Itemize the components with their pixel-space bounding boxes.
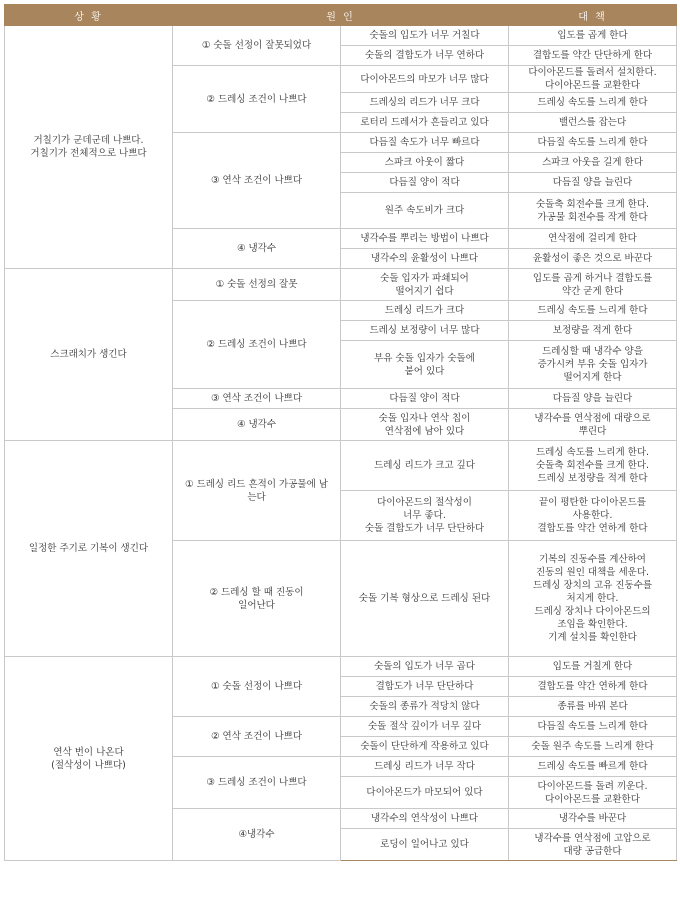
cause-cell: ① 드레싱 리드 흔적이 가공물에 남 는다 [173, 441, 341, 541]
table-row [5, 26, 677, 46]
remedy-cell: 기복의 진동수를 계산하여 진동의 원인 대책을 세운다. 드레싱 장치의 고유 진동수를 처지게 한다. 드레싱 장치나 다이아몬드의 조임을 확인한다. 기계 설치를 확인한다 [509, 541, 677, 657]
detail-cell: 부유 숫돌 입자가 숫돌에 붙어 있다 [341, 341, 509, 389]
detail-cell: 다듬질 속도가 너무 빠르다 [341, 133, 509, 153]
remedy-cell: 냉각수를 바꾼다 [509, 809, 677, 829]
detail-cell: 로터리 드레서가 흔들리고 있다 [341, 113, 509, 133]
remedy-cell: 다듬질 양을 늘린다 [509, 173, 677, 193]
detail-cell: 다듬질 양이 적다 [341, 173, 509, 193]
remedy-cell: 결합도를 약간 연하게 한다 [509, 677, 677, 697]
situation-cell: 스크래치가 생긴다 [5, 269, 173, 441]
detail-cell: 드레싱 리드가 너무 작다 [341, 757, 509, 777]
remedy-cell: 드레싱할 때 냉각수 양을 증가시켜 부유 숫돌 입자가 떨어지게 한다 [509, 341, 677, 389]
detail-cell: 다듬질 양이 적다 [341, 389, 509, 409]
table-row [5, 441, 677, 491]
remedy-cell: 연삭점에 걸리게 한다 [509, 229, 677, 249]
table-body [5, 26, 677, 861]
detail-cell: 로딩이 일어나고 있다 [341, 829, 509, 861]
situation-cell: 거칠기가 군데군데 나쁘다. 거칠기가 전체적으로 나쁘다 [5, 26, 173, 269]
situation-cell: 연삭 번이 나온다 (절삭성이 나쁘다) [5, 657, 173, 861]
header-situation: 상 황 [5, 5, 173, 26]
remedy-cell: 드레싱 속도를 빠르게 한다 [509, 757, 677, 777]
remedy-cell: 입도를 거칠게 한다 [509, 657, 677, 677]
remedy-cell: 냉각수를 연삭점에 고압으로 대량 공급한다 [509, 829, 677, 861]
remedy-cell: 다듬질 속도를 느리게 한다 [509, 717, 677, 737]
cause-cell: ② 드레싱 조건이 나쁘다 [173, 301, 341, 389]
remedy-cell: 다듬질 속도를 느리게 한다 [509, 133, 677, 153]
detail-cell: 냉각수를 뿌리는 방법이 나쁘다 [341, 229, 509, 249]
remedy-cell: 입도를 곱게 한다 [509, 26, 677, 46]
remedy-cell: 드레싱 속도를 느리게 한다 [509, 93, 677, 113]
detail-cell: 드레싱 리드가 크다 [341, 301, 509, 321]
detail-cell: 냉각수의 연삭성이 나쁘다 [341, 809, 509, 829]
detail-cell: 숫돌 입자가 파쇄되어 떨어지기 쉽다 [341, 269, 509, 301]
cause-cell: ④ 냉각수 [173, 409, 341, 441]
situation-cell: 일정한 주기로 기복이 생긴다 [5, 441, 173, 657]
cause-cell: ② 드레싱 할 때 진동이 일어난다 [173, 541, 341, 657]
cause-cell: ④ 냉각수 [173, 229, 341, 269]
cause-cell: ① 숫돌 선정이 나쁘다 [173, 657, 341, 717]
cause-cell: ① 숫돌 선정이 잘못되었다 [173, 26, 341, 66]
table-row [5, 269, 677, 301]
detail-cell: 드레싱 보정량이 너무 많다 [341, 321, 509, 341]
detail-cell: 다이아몬드의 마모가 너무 많다 [341, 66, 509, 93]
remedy-cell: 다듬질 양을 늘린다 [509, 389, 677, 409]
remedy-cell: 숫돌 원주 속도를 느리게 한다 [509, 737, 677, 757]
detail-cell: 숫돌의 입도가 너무 곱다 [341, 657, 509, 677]
detail-cell: 다이아몬드가 마모되어 있다 [341, 777, 509, 809]
remedy-cell: 숫돌축 회전수를 크게 한다. 가공물 회전수를 작게 한다 [509, 193, 677, 229]
remedy-cell: 입도를 곱게 하거나 결합도를 약간 굳게 한다 [509, 269, 677, 301]
cause-cell: ③ 드레싱 조건이 나쁘다 [173, 757, 341, 809]
detail-cell: 다이아몬드의 절삭성이 너무 좋다. 숫돌 결합도가 너무 단단하다 [341, 491, 509, 541]
detail-cell: 숫돌 절삭 깊이가 너무 깊다 [341, 717, 509, 737]
detail-cell: 숫돌 입자나 연삭 칩이 연삭점에 남아 있다 [341, 409, 509, 441]
cause-cell: ④냉각수 [173, 809, 341, 861]
troubleshooting-table [4, 4, 677, 861]
detail-cell: 결합도가 너무 단단하다 [341, 677, 509, 697]
remedy-cell: 스파크 아웃을 길게 한다 [509, 153, 677, 173]
remedy-cell: 밸런스를 잡는다 [509, 113, 677, 133]
cause-cell: ② 연삭 조건이 나쁘다 [173, 717, 341, 757]
detail-cell: 숫돌의 입도가 너무 거칠다 [341, 26, 509, 46]
cause-cell: ③ 연삭 조건이 나쁘다 [173, 133, 341, 229]
remedy-cell: 보정량을 적게 한다 [509, 321, 677, 341]
remedy-cell: 윤활성이 좋은 것으로 바꾼다 [509, 249, 677, 269]
detail-cell: 숫돌의 종류가 적당치 않다 [341, 697, 509, 717]
header-row [5, 5, 677, 26]
detail-cell: 스파크 아웃이 짧다 [341, 153, 509, 173]
remedy-cell: 끝이 평탄한 다이아몬드를 사용한다. 결합도를 약간 연하게 한다 [509, 491, 677, 541]
remedy-cell: 종류를 바꿔 본다 [509, 697, 677, 717]
remedy-cell: 드레싱 속도를 느리게 한다. 숫돌축 회전수를 크게 한다. 드레싱 보정량을 적게 한다 [509, 441, 677, 491]
header-cause: 원 인 [173, 5, 509, 26]
remedy-cell: 냉각수를 연삭점에 대량으로 뿌린다 [509, 409, 677, 441]
table-row [5, 657, 677, 677]
remedy-cell: 드레싱 속도를 느리게 한다 [509, 301, 677, 321]
remedy-cell: 다이아몬드를 돌려서 설치한다. 다이아몬드를 교환한다 [509, 66, 677, 93]
detail-cell: 숫돌 기복 형상으로 드레싱 된다 [341, 541, 509, 657]
remedy-cell: 결합도를 약간 단단하게 한다 [509, 46, 677, 66]
detail-cell: 숫돌이 단단하게 작용하고 있다 [341, 737, 509, 757]
header-remedy: 대 책 [509, 5, 677, 26]
remedy-cell: 다이아몬드를 돌려 끼운다. 다이아몬드를 교환한다 [509, 777, 677, 809]
cause-cell: ③ 연삭 조건이 나쁘다 [173, 389, 341, 409]
detail-cell: 냉각수의 윤활성이 나쁘다 [341, 249, 509, 269]
detail-cell: 숫돌의 결합도가 너무 연하다 [341, 46, 509, 66]
detail-cell: 드레싱의 리드가 너무 크다 [341, 93, 509, 113]
detail-cell: 원주 속도비가 크다 [341, 193, 509, 229]
detail-cell: 드레싱 리드가 크고 깊다 [341, 441, 509, 491]
cause-cell: ① 숫돌 선정의 잘못 [173, 269, 341, 301]
cause-cell: ② 드레싱 조건이 나쁘다 [173, 66, 341, 133]
